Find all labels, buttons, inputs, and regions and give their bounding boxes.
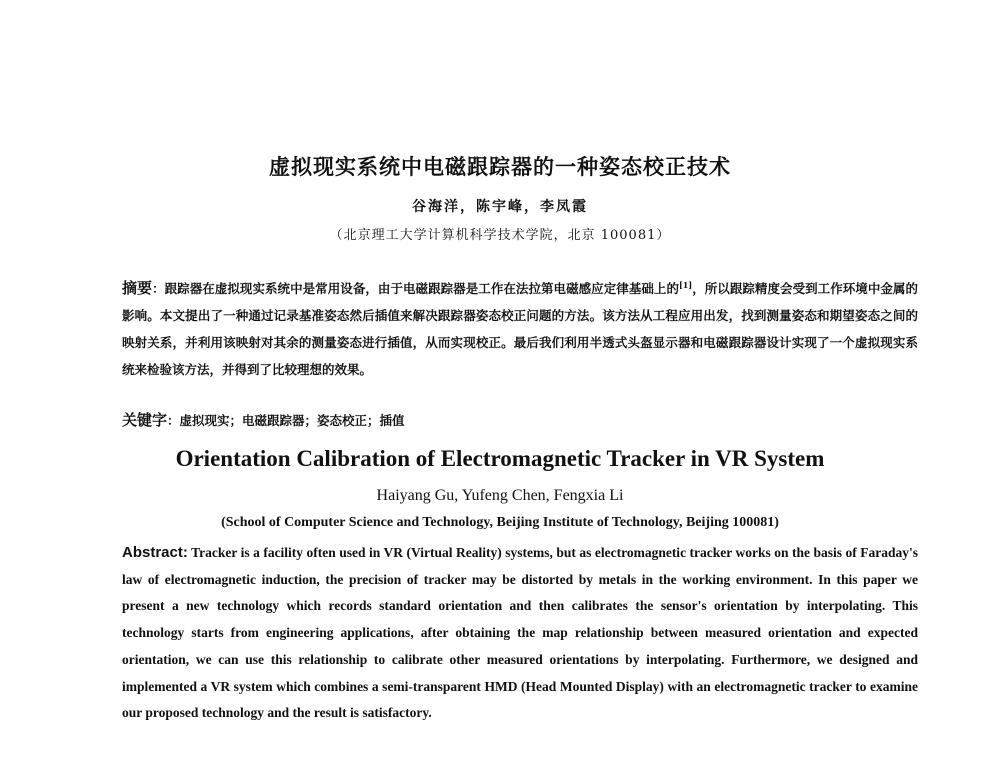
chinese-affiliation: （北京理工大学计算机科学技术学院，北京 100081）: [329, 228, 671, 243]
chinese-abstract: [122, 272, 918, 383]
english-abstract-text: Tracker is a facility often used in VR (Virtual Reality) systems, but as electromagnetic tracker works on the basis of Faraday's law of electromagnetic induction, the precision of tracker may be distorted by metals in the working environment. In this paper we present a new technology which records standard orientation and then calibrates the sensor's orientation by interpolating. This technology starts from engineering applications, after obtaining the map relationship between measured orientation and expected orientation, we can use this relationship to calibrate other measured orientations by interpolating. Furthermore, we designed and implemented a VR system which combines a semi-transparent HMD (Head Mounted Display) with an electromagnetic tracker to examine our proposed technology and the result is satisfactory.: [122, 545, 918, 721]
english-authors: Haiyang Gu, Yufeng Chen, Fengxia Li: [376, 487, 624, 504]
chinese-keywords: [122, 409, 405, 430]
chinese-title: 虚拟现实系统中电磁跟踪器的一种姿态校正技术: [269, 154, 731, 179]
chinese-abstract-text-1: ：跟踪器在虚拟现实系统中是常用设备，由于电磁跟踪器是工作在法拉第电磁感应定律基础上的: [152, 281, 680, 297]
chinese-abstract-text-2: ，所以跟踪精度会受到工作环境中金属的影响。本文提出了一种通过记录基准姿态然后插值来解决跟踪器姿态校正问题的方法。该方法从工程应用出发，找到测量姿态和期望姿态之间的映射关系，并利用该映射对其余的测量姿态进行插值，从而实现校正。最后我们利用半透式头盔显示器和电磁跟踪器设计实现了一个虚拟现实系统来检验该方法，并得到了比较理想的效果。: [122, 281, 918, 378]
english-abstract: [122, 540, 918, 727]
chinese-keywords-label: 关键字: [122, 411, 168, 429]
reference-marker: [1]: [679, 280, 693, 290]
english-title: Orientation Calibration of Electromagnetic Tracker in VR System: [175, 446, 825, 471]
chinese-abstract-label: 摘要: [122, 279, 153, 298]
chinese-authors: 谷海洋，陈宇峰，李凤霞: [412, 199, 588, 215]
english-abstract-label: Abstract:: [122, 544, 188, 561]
english-affiliation: (School of Computer Science and Technology, Beijing Institute of Technology, Beijing 100081): [221, 515, 779, 530]
chinese-keywords-text: ：虚拟现实；电磁跟踪器；姿态校正；插值: [167, 413, 405, 428]
